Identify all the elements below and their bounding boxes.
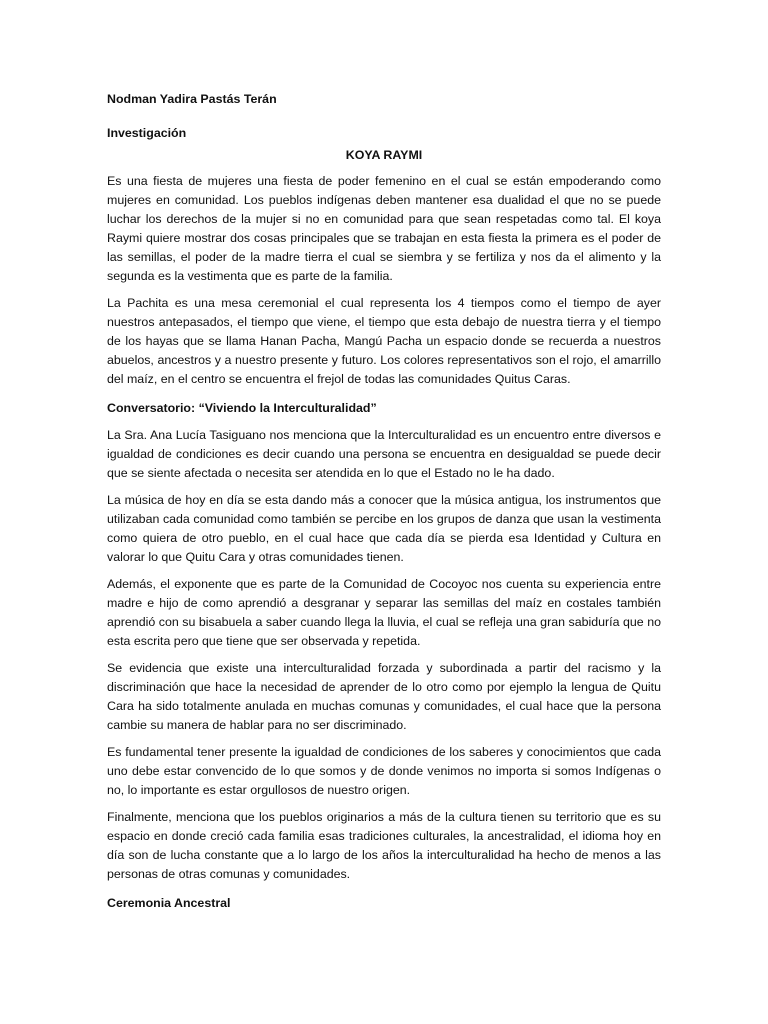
- document-type: Investigación: [107, 126, 187, 140]
- document-title: KOYA RAYMI: [345, 148, 423, 162]
- paragraph-conversatorio-3: Además, el exponente que es parte de la Comunidad de Cocoyoc nos cuenta su experiencia entre madre e hijo de como aprendió a desgranar y separar las semillas del maíz en costales también aprendió con su bisabuela a saber cuando llega la lluvia, el cual se refleja una gran sabiduría que no esta escrita pero que tiene que ser observada y repetida.: [107, 577, 661, 648]
- section-heading-conversatorio: Conversatorio: “Viviendo la Interculturalidad”: [107, 401, 377, 415]
- author-name: Nodman Yadira Pastás Terán: [107, 92, 277, 106]
- paragraph-conversatorio-1: La Sra. Ana Lucía Tasiguano nos menciona que la Interculturalidad es un encuentro entre diversos e igualdad de condiciones es decir cuando una persona se encuentra en desigualdad se puede decir que se siente afectada o necesita ser atendida en lo que el Estado no le ha dado.: [107, 428, 661, 480]
- paragraph-conversatorio-4: Se evidencia que existe una interculturalidad forzada y subordinada a partir del racismo y la discriminación que hace la necesidad de aprender de lo otro como por ejemplo la lengua de Quitu Cara ha sido totalmente anulada en muchas comunas y comunidades, el cual hace que la persona cambie su manera de hablar para no ser discriminado.: [107, 661, 661, 732]
- section-heading-ceremonia: Ceremonia Ancestral: [107, 896, 231, 910]
- paragraph-conversatorio-5: Es fundamental tener presente la igualdad de condiciones de los saberes y conocimientos que cada uno debe estar convencido de lo que somos y de donde venimos no importa si somos Indígenas o no, lo importante es estar orgullosos de nuestro origen.: [107, 745, 661, 797]
- paragraph-conversatorio-6: Finalmente, menciona que los pueblos originarios a más de la cultura tienen su territorio que es su espacio en donde creció cada familia esas tradiciones culturales, la ancestralidad, el idioma hoy en día son de lucha constante que a lo largo de los años la interculturalidad ha hecho de menos a las personas de otras comunas y comunidades.: [107, 810, 661, 881]
- paragraph-conversatorio-2: La música de hoy en día se esta dando más a conocer que la música antigua, los instrumentos que utilizaban cada comunidad como también se percibe en los grupos de danza que usan la vestimenta como quiera de otro pueblo, en el cual hace que cada día se pierda esa Identidad y Cultura en valorar lo que Quitu Cara y otras comunidades tienen.: [107, 493, 661, 564]
- paragraph-intro-1: Es una fiesta de mujeres una fiesta de poder femenino en el cual se están empoderando como mujeres en comunidad. Los pueblos indígenas deben mantener esa dualidad el que no se puede luchar los derechos de la mujer si no en comunidad para que sean respetadas como tal. El koya Raymi quiere mostrar dos cosas principales que se trabajan en esta fiesta la primera es el poder de las semillas, el poder de la madre tierra el cual se siembra y se fertiliza y nos da el alimento y la segunda es la vestimenta que es parte de la familia.: [107, 174, 661, 283]
- document-body: [107, 90, 661, 913]
- paragraph-intro-2: La Pachita es una mesa ceremonial el cual representa los 4 tiempos como el tiempo de ayer nuestros antepasados, el tiempo que viene, el tiempo que esta debajo de nuestra tierra y el tiempo de los hayas que se llama Hanan Pacha, Mangú Pacha un espacio donde se recuerda a nuestros abuelos, ancestros y a nuestro presente y futuro. Los colores representativos son el rojo, el amarrillo del maíz, en el centro se encuentra el frejol de todas las comunidades Quitus Caras.: [107, 296, 661, 386]
